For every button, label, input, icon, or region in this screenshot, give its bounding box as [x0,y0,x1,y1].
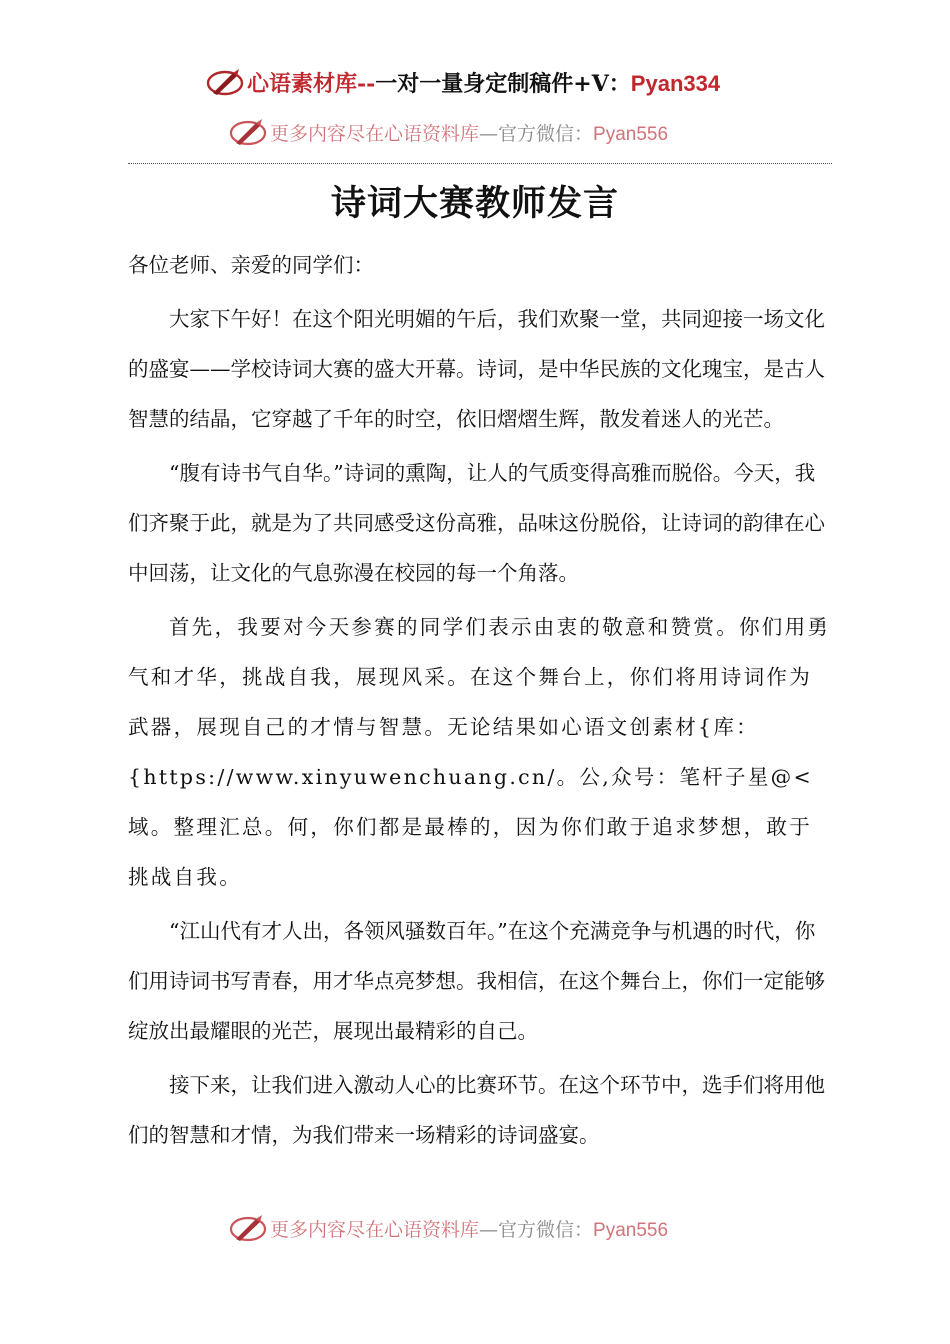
paragraph-1: 大家下午好！在这个阳光明媚的午后，我们欢聚一堂，共同迎接一场文化的盛宴——学校诗词大赛的盛大开幕。诗词，是中华民族的文化瑰宝，是古人智慧的结晶，它穿越了千年的时空，依旧熠熠生辉，散发着迷人的光芒。 [128,307,825,431]
paragraph-5: 接下来，让我们进入激动人心的比赛环节。在这个环节中，选手们将用他们的智慧和才情，为我们带来一场精彩的诗词盛宴。 [128,1073,825,1147]
header-line-1 [205,62,720,102]
greeting: 各位老师、亲爱的同学们： [128,253,374,277]
footer-text: 更多内容尽在心语资料库—官方微信：Pyan556 [270,1218,669,1241]
pen-logo-icon [228,117,268,147]
header-divider [128,163,832,164]
paragraph-4: “江山代有才人出，各领风骚数百年。”在这个充满竞争与机遇的时代，你们用诗词书写青春，用才华点亮梦想。我相信，在这个舞台上，你们一定能够绽放出最耀眼的光芒，展现出最精彩的自己。 [128,919,825,1043]
document-title: 诗词大赛教师发言 [330,183,619,224]
pen-logo-icon [205,67,245,97]
header-line-1-text: 心语素材库--一对一量身定制稿件+V：Pyan334 [247,70,721,97]
document-body [128,240,832,1160]
footer [228,1208,668,1248]
paragraph-3: 首先，我要对今天参赛的同学们表示由衷的敬意和赞赏。你们用勇气和才华，挑战自我，展现风采。在这个舞台上，你们将用诗词作为武器，展现自己的才情与智慧。无论结果如心语文创素材{库：{https://www.xinyuwenchuang.cn/。公,众号：笔杆子星@<域。整理汇总。何，你们都是最棒的，因为你们敢于追求梦想，敢于挑战自我。 [128,615,831,889]
header-line-2-text: 更多内容尽在心语资料库—官方微信：Pyan556 [270,122,669,145]
paragraph-2: “腹有诗书气自华。”诗词的熏陶，让人的气质变得高雅而脱俗。今天，我们齐聚于此，就是为了共同感受这份高雅，品味这份脱俗，让诗词的韵律在心中回荡，让文化的气息弥漫在校园的每一个角落。 [128,461,825,585]
header-line-2 [228,112,668,152]
pen-logo-icon [228,1213,268,1243]
